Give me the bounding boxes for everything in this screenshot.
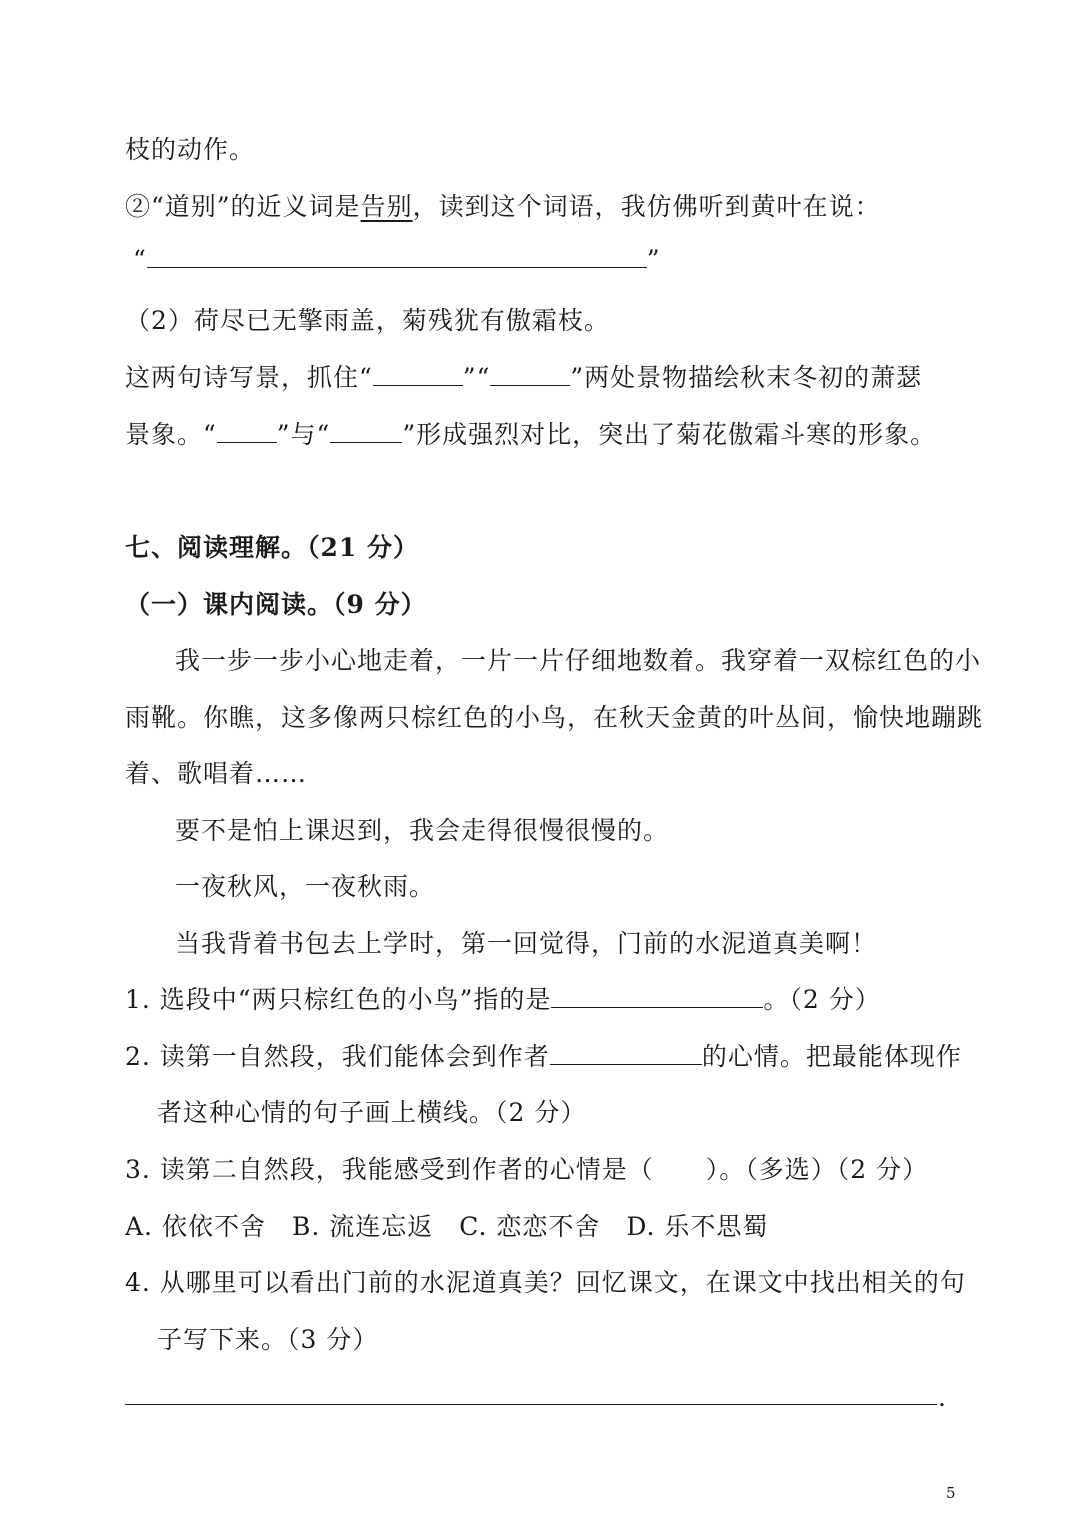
passage-line: 我一步一步小心地走着，一片一片仔细地数着。我穿着一双棕红色的小 xyxy=(175,646,982,675)
passage-line: 当我背着书包去上学时，第一回觉得，门前的水泥道真美啊！ xyxy=(175,929,878,958)
underlined-word: 告别 xyxy=(360,192,413,221)
answer-blank[interactable] xyxy=(373,361,463,386)
question-4-cont: 子写下来。（3 分） xyxy=(157,1325,379,1354)
answer-blank[interactable] xyxy=(551,983,763,1008)
answer-blank[interactable] xyxy=(490,361,570,386)
passage-line: 雨靴。你瞧，这多像两只棕红色的小鸟，在秋天金黄的叶丛间，愉快地蹦跳 xyxy=(125,703,984,732)
passage-line: 一夜秋风，一夜秋雨。 xyxy=(175,872,436,901)
poem-line: （2）荷尽已无擎雨盖，菊残犹有傲霜枝。 xyxy=(125,306,610,335)
passage-line: 要不是怕上课迟到，我会走得很慢很慢的。 xyxy=(175,816,670,845)
answer-line-end: . xyxy=(938,1383,946,1412)
answer-blank[interactable] xyxy=(330,418,402,443)
question-3-options: A. 依依不舍 B. 流连忘返 C. 恋恋不舍 D. 乐不思蜀 xyxy=(125,1212,769,1241)
poem-analysis-line-2: 景象。“ ”与“ ”形成强烈对比，突出了菊花傲霜斗寒的形象。 xyxy=(125,420,937,449)
poem-analysis-line-1: 这两句诗写景，抓住“ ”“ ”两处景物描绘秋末冬初的萧瑟 xyxy=(125,363,923,392)
question-2-cont: 者这种心情的句子画上横线。（2 分） xyxy=(157,1098,587,1127)
quote-blank-line: “ ” xyxy=(133,245,661,274)
answer-blank[interactable] xyxy=(147,243,647,268)
answer-blank[interactable] xyxy=(217,418,277,443)
text-line-1: 枝的动作。 xyxy=(125,135,256,164)
question-1: 1. 选段中“两只棕红色的小鸟”指的是 。（2 分） xyxy=(125,985,881,1014)
question-3: 3. 读第二自然段，我能感受到作者的心情是（ ）。（多选）（2 分） xyxy=(125,1155,929,1184)
question-4: 4. 从哪里可以看出门前的水泥道真美？回忆课文，在课文中找出相关的句 xyxy=(125,1268,966,1297)
question-2: 2. 读第一自然段，我们能体会到作者 的心情。把最能体现作 xyxy=(125,1042,962,1071)
page-number: 5 xyxy=(946,1484,956,1502)
passage-line: 着、歌唱着…… xyxy=(125,759,308,788)
subsection-1-title: （一）课内阅读。（9 分） xyxy=(125,590,427,619)
question-2-line: ②“道别”的近义词是告别，读到这个词语，我仿佛听到黄叶在说： xyxy=(125,192,881,221)
answer-blank[interactable] xyxy=(550,1040,702,1065)
section-7-title: 七、阅读理解。（21 分） xyxy=(125,533,419,562)
answer-line[interactable] xyxy=(125,1404,937,1405)
